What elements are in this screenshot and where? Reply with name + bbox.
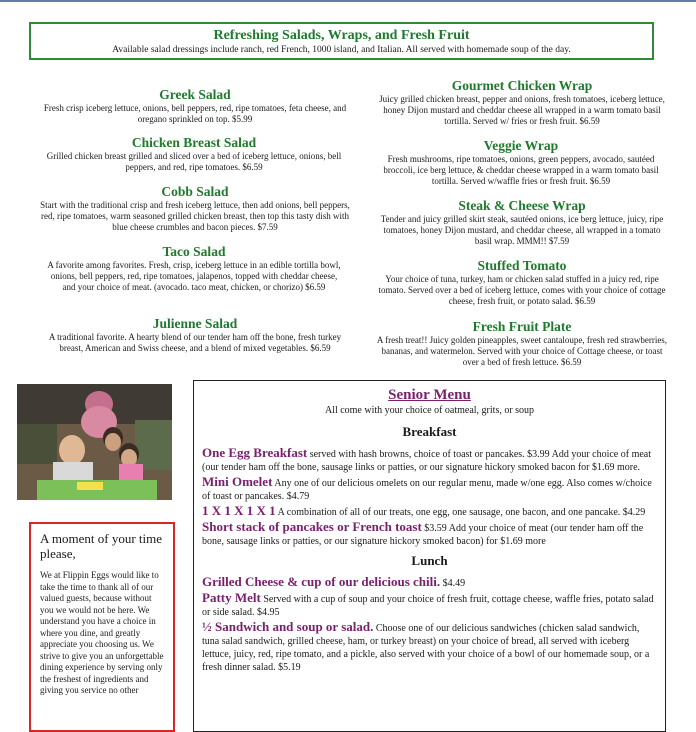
item-desc: A traditional favorite. A hearty blend of our tender ham off the bone, fresh turkey breast, American and Swiss cheese, and a blend of mixed vegetables. $6.59 [48,332,342,353]
item-name: Mini Omelet [202,474,273,489]
senior-item-half-sandwich [202,620,657,674]
item-name: Julienne Salad [152,316,238,331]
senior-item-patty-melt [202,591,657,619]
item-name: Greek Salad [159,87,231,102]
menu-item-fresh-fruit-plate [376,319,668,368]
menu-item-chicken-breast-salad [44,135,344,173]
item-desc: A fresh treat!! Juicy golden pineapples, sweet cantaloupe, fresh red strawberries, bananas, and watermelon. Served with your choice of Cottage cheese, or toast over a bed of fresh lettuce. $6.59 [376,335,668,367]
item-desc: Fresh mushrooms, ripe tomatoes, onions, green peppers, avocado, sautéed broccoli, ice berg lettuce, & cheddar cheese wrapped in a warm tomato basil tortilla. Served w/waffle fries or fresh fruit. $6.59 [383,154,659,186]
item-desc: $3.59 Add your choice of meat (our tender ham off the bone, sausage links or patties, or our signature hickory smoked bacon) for $1.69 more [202,523,644,547]
senior-item-grilled-cheese [202,575,657,590]
item-name: Gourmet Chicken Wrap [451,78,593,93]
item-name: Stuffed Tomato [477,258,567,273]
senior-menu-subtitle: All come with your choice of oatmeal, grits, or soup [324,405,535,416]
menu-item-stuffed-tomato [376,258,668,307]
item-name: Grilled Cheese & cup of our delicious chili. [202,574,441,589]
lunch-heading: Lunch [411,553,448,568]
breakfast-heading: Breakfast [402,424,457,439]
item-desc: Served with a cup of soup and your choice of fresh fruit, cottage cheese, waffle fries, potato salad or side salad. $4.95 [202,594,654,618]
senior-item-one-egg-breakfast [202,446,657,474]
item-name: 1 X 1 X 1 X 1 [202,503,276,518]
item-name: One Egg Breakfast [202,445,308,460]
item-desc: Start with the traditional crisp and fresh iceberg lettuce, then add onions, bell peppers, red, ripe tomatoes, warm seasoned grilled chicken breast, then top this tasty dish with blue cheese crumbles and bacon pieces. $7.59 [40,200,350,232]
item-desc: Choose one of our delicious sandwiches (chicken salad sandwich, tuna salad sandwich, grilled cheese, ham, or turkey breast) on your choice of bread, all served with iceberg lettuce, juicy, red, ripe tomato, and a pickle, also served with your choice of a bowl of our homemade soup, or a fresh dinner salad. $5.19 [202,623,650,673]
item-desc: A combination of all of our treats, one egg, one sausage, one bacon, and one pancake. $4.29 [275,507,646,518]
menu-item-veggie-wrap [372,138,670,187]
menu-item-greek-salad [36,87,354,125]
top-rule [0,0,696,2]
item-desc: served with hash browns, choice of toast or pancakes. $3.99 Add your choice of meat (our tender ham off the bone, sausage links or patties, or our signature hickory smoked bacon for $1.69 more. [202,449,652,473]
item-desc: A favorite among favorites. Fresh, crisp, iceberg lettuce in an edible tortilla bowl, onions, bell peppers, red, ripe tomatoes, jalapenos, topped with cheddar cheese, and your choice of meat. (avocado. taco meat, chicken, or chorizo) $6.59 [47,260,341,292]
senior-item-short-stack [202,520,657,548]
item-desc: Juicy grilled chicken breast, pepper and onions, fresh tomatoes, iceberg lettuce, honey Dijon mustard and cheddar cheese all wrapped in a warm tomato basil tortilla. Served w/ fries or fresh fruit. $6.59 [379,94,665,126]
item-name: Cobb Salad [161,184,229,199]
senior-item-mini-omelet [202,475,657,503]
item-desc: Any one of our delicious omelets on our regular menu, made w/one egg. Also comes w/choice of toast or pancakes. $4.79 [202,478,652,502]
section-header [29,22,654,60]
item-name: Fresh Fruit Plate [472,319,572,334]
item-desc: $4.49 [440,578,466,589]
item-name: Patty Melt [202,590,261,605]
senior-item-1x1x1x1 [202,504,657,519]
note-heading: A moment of your time please, [40,531,163,561]
photo-illustration [17,384,172,500]
item-name: Veggie Wrap [483,138,559,153]
restaurant-photo [17,384,172,500]
section-subtitle: Available salad dressings include ranch, red French, 1000 island, and Italian. All served with homemade soup of the day. [112,45,571,55]
menu-item-cobb-salad [36,184,354,233]
menu-item-julienne-salad [36,316,354,354]
item-name: Taco Salad [162,244,226,259]
note-body: We at Flippin Eggs would like to take the time to thank all of our valued guests, because without you we would not be here. We understand you have a choice in where you dine, and greatly appreciate you choosing us. We strive to give you an unforgettable dining experience by serving only the freshest of ingredients and giving you service no other [40,570,164,695]
item-desc: Fresh crisp iceberg lettuce, onions, bell peppers, red, ripe tomatoes, feta cheese, and oregano sprinkled on top. $5.99 [43,103,347,124]
item-name: Short stack of pancakes or French toast [202,519,422,534]
item-desc: Grilled chicken breast grilled and sliced over a bed of iceberg lettuce, onions, bell peppers, and red, ripe tomatoes. $6.59 [46,151,342,172]
item-desc: Tender and juicy grilled skirt steak, sautéed onions, ice berg lettuce, juicy, ripe tomatoes, honey Dijon mustard, and cheddar cheese, all wrapped in a tomato basil wrap. MMM!! $7.59 [380,214,664,246]
menu-item-gourmet-chicken-wrap [376,78,668,127]
item-name: Chicken Breast Salad [131,135,257,150]
senior-menu-box [193,380,666,732]
item-desc: Your choice of tuna, turkey, ham or chicken salad stuffed in a juicy red, ripe tomato. Served over a bed of iceberg lettuce, comes with your choice of cottage cheese, fresh fruit, or potato salad. $6.59 [378,274,666,306]
section-title: Refreshing Salads, Wraps, and Fresh Fruit [213,28,470,43]
senior-menu-title: Senior Menu [388,387,471,403]
menu-item-steak-cheese-wrap [376,198,668,247]
menu-item-taco-salad [44,244,344,293]
item-name: Steak & Cheese Wrap [458,198,586,213]
thank-you-note [29,522,175,732]
item-name: ½ Sandwich and soup or salad. [202,619,374,634]
